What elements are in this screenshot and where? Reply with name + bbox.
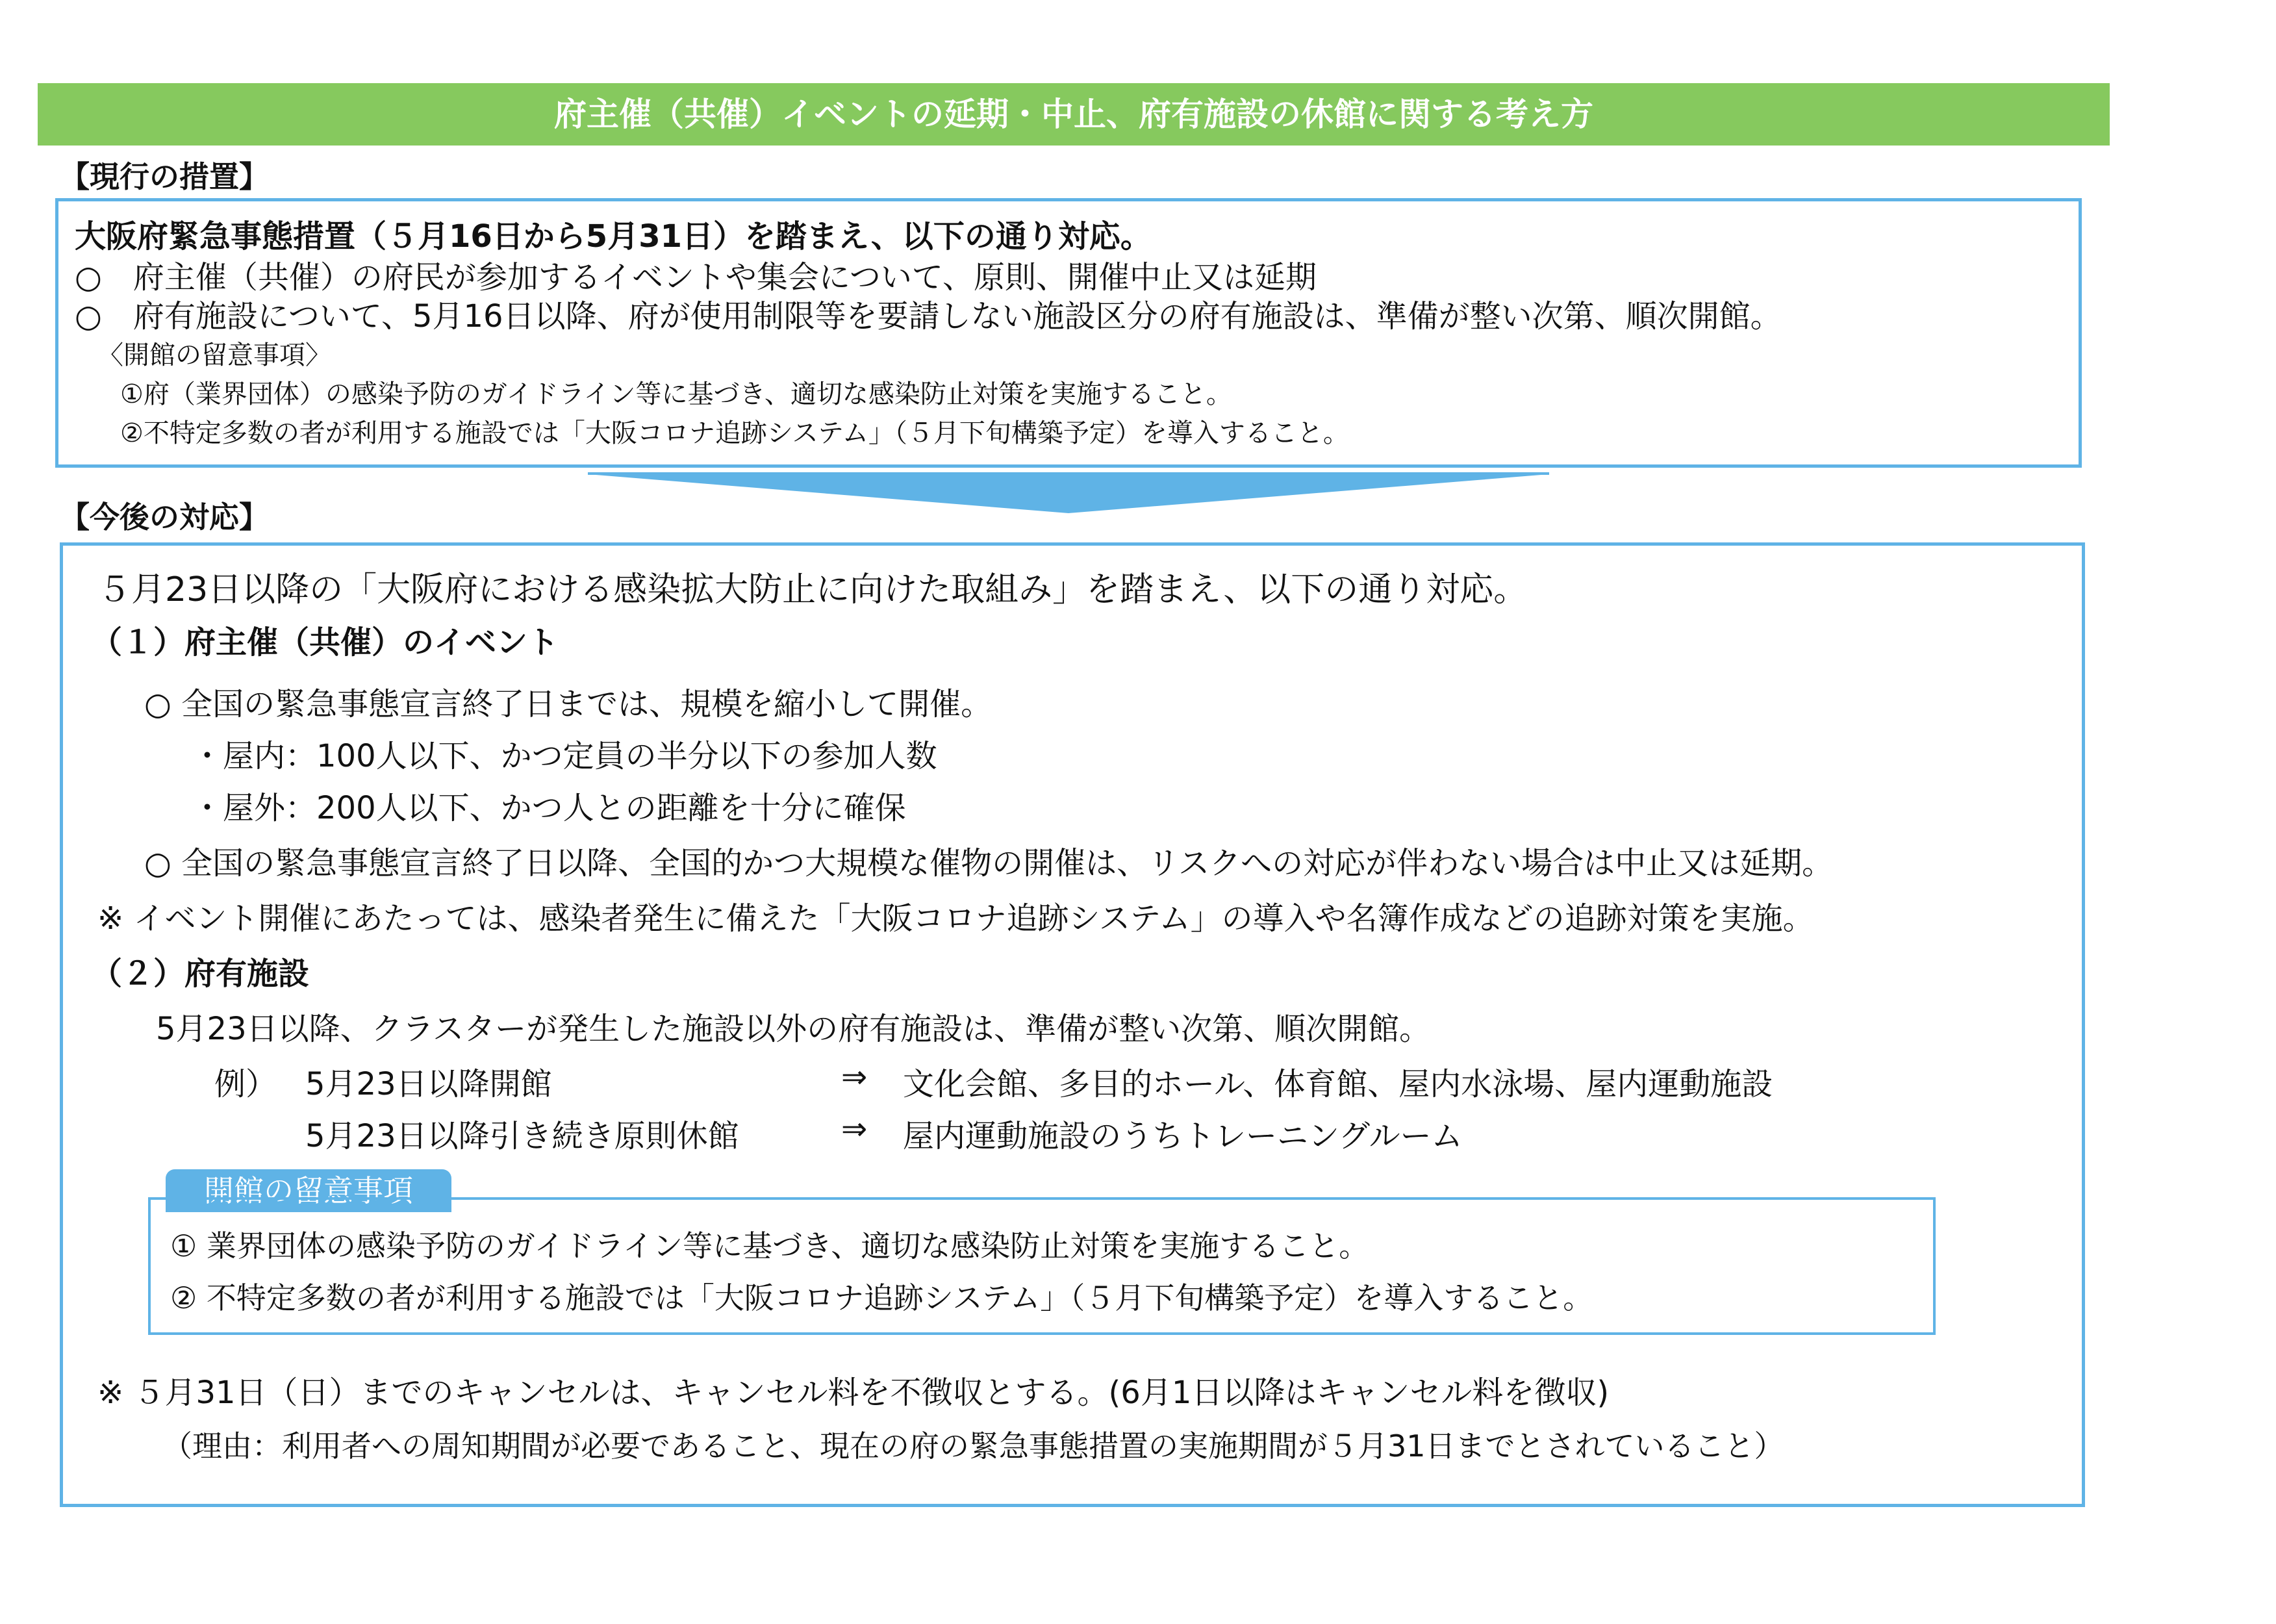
current-note: ①府（業界団体）の感染予防のガイドライン等に基づき、適切な感染防止対策を実施すること。 <box>120 379 1232 409</box>
example-label: 例） <box>214 1066 277 1102</box>
current-notes-heading: 〈開館の留意事項〉 <box>97 340 331 370</box>
current-lead: 大阪府緊急事態措置（５月16日から5月31日）を踏まえ、以下の通り対応。 <box>75 218 1152 255</box>
section1-title: （１）府主催（共催）のイベント <box>91 624 559 661</box>
notes-tab: 開館の留意事項 <box>166 1169 451 1212</box>
section1-line: ・屋内：100人以下、かつ定員の半分以下の参加人数 <box>192 738 937 774</box>
page-title-banner: 府主催（共催）イベントの延期・中止、府有施設の休館に関する考え方 <box>38 83 2110 146</box>
section1-note: ※ イベント開催にあたっては、感染者発生に備えた「大阪コロナ追跡システム」の導入や名簿作成などの追跡対策を実施。 <box>97 900 1814 937</box>
notes-item: ① 業界団体の感染予防のガイドライン等に基づき、適切な感染防止対策を実施すること。 <box>170 1228 1369 1263</box>
section1-line: ○ 全国の緊急事態宣言終了日までは、規模を縮小して開催。 <box>144 686 993 722</box>
section2-lead: 5月23日以降、クラスターが発生した施設以外の府有施設は、準備が整い次第、順次開館。 <box>156 1011 1431 1047</box>
section1-line: ○ 全国の緊急事態宣言終了日以降、全国的かつ大規模な催物の開催は、リスクへの対応が伴わない場合は中止又は延期。 <box>144 845 1834 882</box>
current-item: ○ 府有施設について、5月16日以降、府が使用制限等を要請しない施設区分の府有施設は、準備が整い次第、順次開館。 <box>75 298 1782 335</box>
notes-item: ② 不特定多数の者が利用する施設では「大阪コロナ追跡システム」（５月下旬構築予定）を導入すること。 <box>170 1280 1593 1315</box>
example-left: 5月23日以降引き続き原則休館 <box>305 1118 739 1154</box>
current-note: ②不特定多数の者が利用する施設では「大阪コロナ追跡システム」（５月下旬構築予定）を導入すること。 <box>120 418 1349 448</box>
down-arrow-icon <box>588 474 1549 513</box>
example-arrow: ⇒ <box>841 1059 868 1095</box>
example-right: 屋内運動施設のうちトレーニングルーム <box>903 1118 1463 1154</box>
section1-line: ・屋外：200人以下、かつ人との距離を十分に確保 <box>192 790 906 826</box>
future-heading: 【今後の対応】 <box>60 500 269 535</box>
cancel-reason: （理由：利用者への周知期間が必要であること、現在の府の緊急事態措置の実施期間が５月31日までとされていること） <box>162 1428 1784 1464</box>
example-left: 5月23日以降開館 <box>305 1066 552 1102</box>
example-arrow: ⇒ <box>841 1111 868 1147</box>
section2-title: （２）府有施設 <box>91 956 310 992</box>
future-lead: ５月23日以降の「大阪府における感染拡大防止に向けた取組み」を踏まえ、以下の通り対応。 <box>97 570 1528 609</box>
example-right: 文化会館、多目的ホール、体育館、屋内水泳場、屋内運動施設 <box>903 1066 1773 1102</box>
current-heading: 【現行の措置】 <box>60 159 269 194</box>
cancel-note: ※ ５月31日（日）までのキャンセルは、キャンセル料を不徴収とする。(6月1日以降はキャンセル料を徴収) <box>97 1375 1610 1411</box>
current-item: ○ 府主催（共催）の府民が参加するイベントや集会について、原則、開催中止又は延期 <box>75 259 1317 296</box>
